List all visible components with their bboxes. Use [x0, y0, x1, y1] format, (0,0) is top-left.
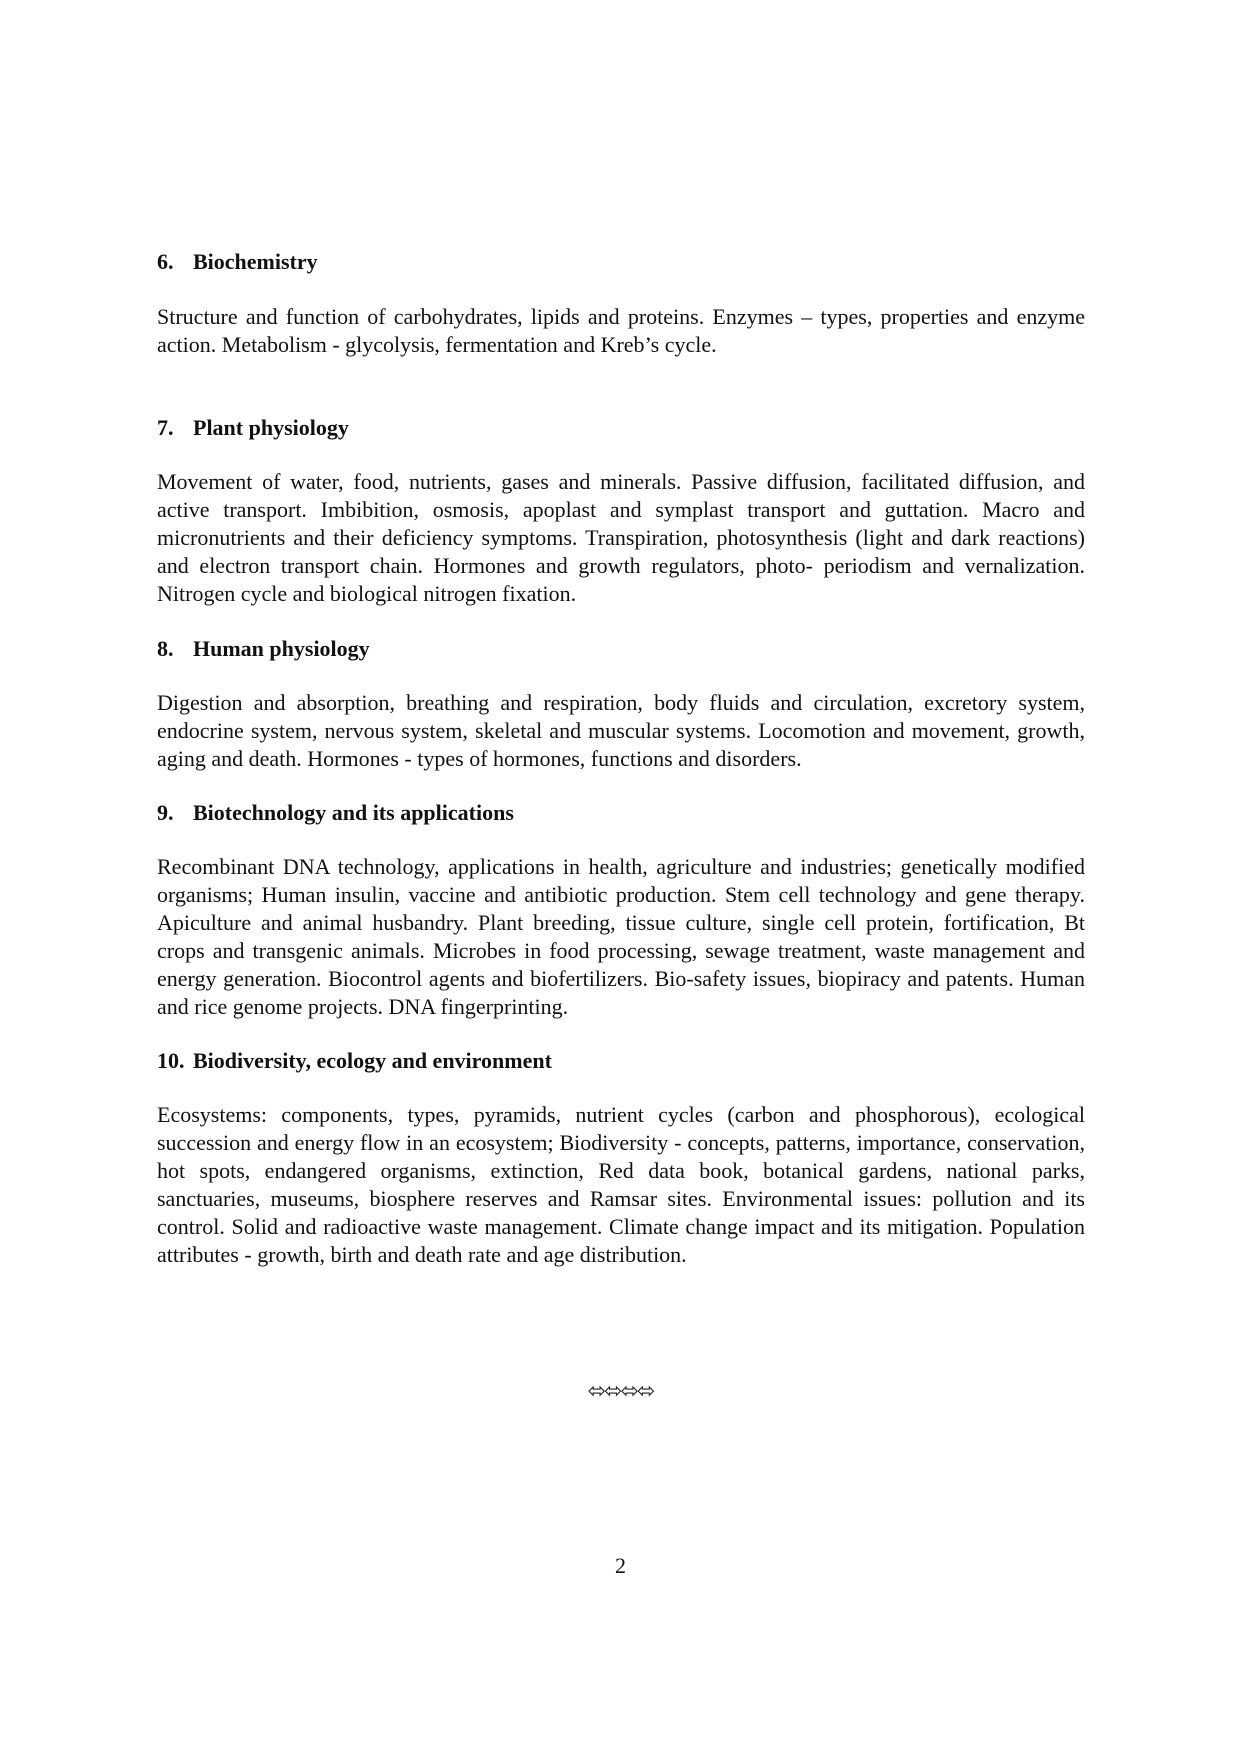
section-title: Biodiversity, ecology and environment: [193, 1048, 552, 1073]
section-heading: [157, 1047, 1085, 1075]
section-heading: [157, 248, 1085, 276]
section-body: Structure and function of carbohydrates, lipids and proteins. Enzymes – types, properties and enzyme action. Metabolism - glycolysis, fermentation and Kreb’s cycle.: [157, 304, 1085, 357]
page-number: 2: [615, 1553, 626, 1578]
section-plant-physiology: [157, 414, 1085, 608]
section-biochemistry: [157, 248, 1085, 359]
section-number: 9.: [157, 800, 174, 825]
section-title: Plant physiology: [193, 415, 349, 440]
section-title: Human physiology: [193, 636, 370, 661]
section-biodiversity: [157, 1047, 1085, 1269]
section-title: Biochemistry: [193, 249, 318, 274]
section-heading: [157, 799, 1085, 827]
section-number: 10.: [157, 1048, 185, 1073]
section-body: Movement of water, food, nutrients, gases and minerals. Passive diffusion, facilitated diffusion, and active transport. Imbibition, osmosis, apoplast and symplast transport and guttation. Macro and micronutrients and their deficiency symptoms. Transpiration, photosynthesis (light and dark reactions) and electron transport chain. Hormones and growth regulators, photo- periodism and vernalization. Nitrogen cycle and biological nitrogen fixation.: [157, 469, 1085, 606]
section-number: 7.: [157, 415, 174, 440]
section-title: Biotechnology and its applications: [193, 800, 514, 825]
section-biotechnology: [157, 799, 1085, 1021]
section-body: Digestion and absorption, breathing and respiration, body fluids and circulation, excretory system, endocrine system, nervous system, skeletal and muscular systems. Locomotion and movement, growth, aging and death. Hormones - types of hormones, functions and disorders.: [157, 690, 1085, 771]
section-body: Ecosystems: components, types, pyramids, nutrient cycles (carbon and phosphorous), ecological succession and energy flow in an ecosystem; Biodiversity - concepts, patterns, importance, conservation, hot spots, endangered organisms, extinction, Red data book, botanical gardens, national parks, sanctuaries, museums, biosphere reserves and Ramsar sites. Environmental issues: pollution and its control. Solid and radioactive waste management. Climate change impact and its mitigation. Population attributes - growth, birth and death rate and age distribution.: [157, 1102, 1085, 1267]
section-heading: [157, 414, 1085, 442]
section-body: Recombinant DNA technology, applications in health, agriculture and industries; genetically modified organisms; Human insulin, vaccine and antibiotic production. Stem cell technology and gene therapy. Apiculture and animal husbandry. Plant breeding, tissue culture, single cell protein, fortification, Bt crops and transgenic animals. Microbes in food processing, sewage treatment, waste management and energy generation. Biocontrol agents and biofertilizers. Bio-safety issues, biopiracy and patents. Human and rice genome projects. DNA fingerprinting.: [157, 854, 1085, 1019]
end-ornament: ⬄⬄⬄⬄: [587, 1379, 654, 1404]
syllabus-content: [157, 248, 1085, 1269]
section-number: 8.: [157, 636, 174, 661]
section-human-physiology: [157, 635, 1085, 773]
section-heading: [157, 635, 1085, 663]
section-number: 6.: [157, 249, 174, 274]
